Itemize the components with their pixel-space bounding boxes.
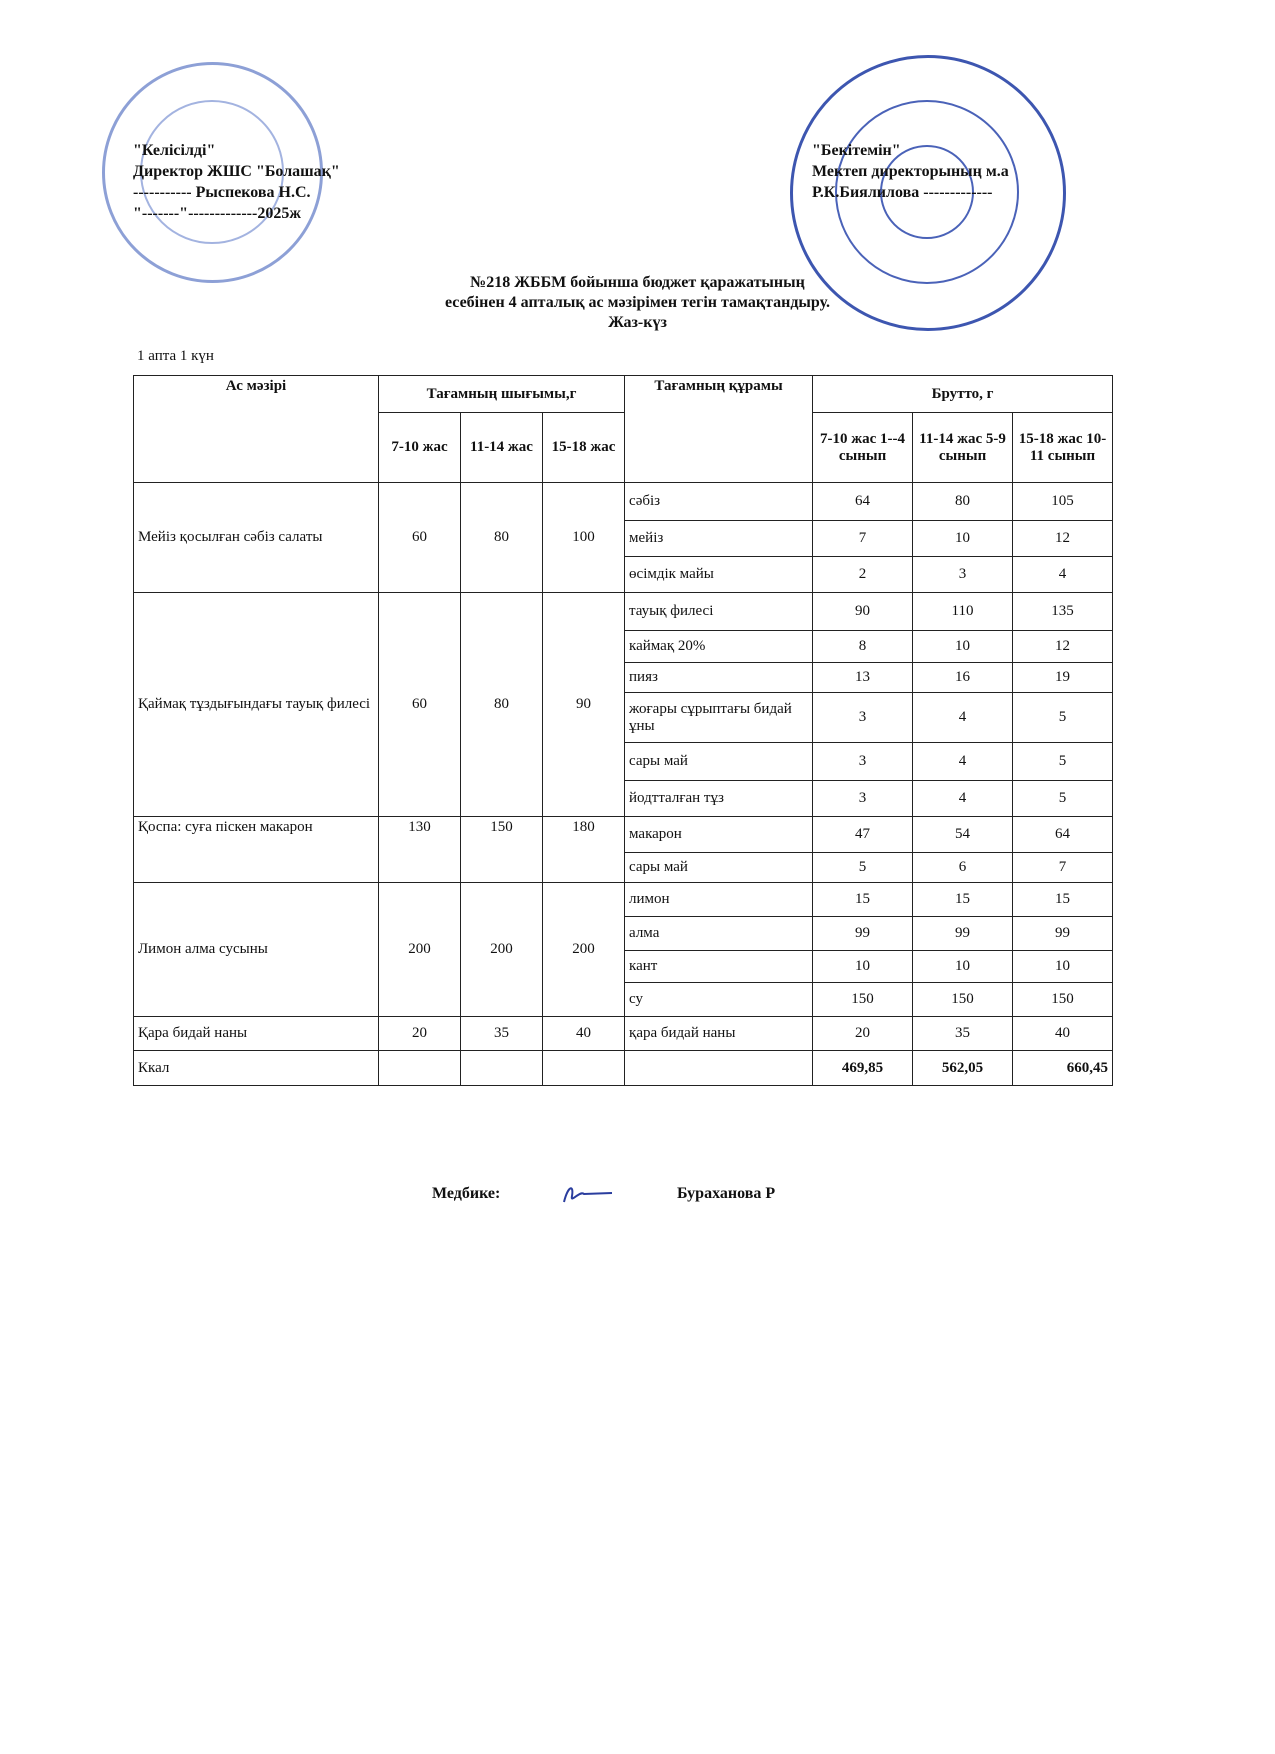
kcal-empty-cell: [379, 1051, 461, 1086]
brutto-7-10: 5: [813, 853, 913, 883]
header-menu: Ас мәзірі: [134, 376, 379, 483]
kcal-11-14: 562,05: [913, 1051, 1013, 1086]
brutto-11-14: 80: [913, 483, 1013, 521]
brutto-15-18: 64: [1013, 817, 1113, 853]
approval-right-line1: "Бекітемін": [812, 142, 901, 159]
brutto-15-18: 10: [1013, 951, 1113, 983]
dish-output-7-10: 130: [379, 817, 461, 883]
header-output: Тағамның шығымы,г: [379, 376, 625, 413]
dish-output-11-14: 200: [461, 883, 543, 1017]
dish-output-15-18: 90: [543, 593, 625, 817]
ingredient-name: кант: [625, 951, 813, 983]
brutto-7-10: 3: [813, 743, 913, 781]
kcal-empty-cell: [461, 1051, 543, 1086]
kcal-15-18: 660,45: [1013, 1051, 1113, 1086]
dish-name: Қоспа: суға піскен макарон: [134, 817, 379, 883]
dish-output-11-14: 35: [461, 1017, 543, 1051]
kcal-7-10: 469,85: [813, 1051, 913, 1086]
ingredient-name: макарон: [625, 817, 813, 853]
brutto-11-14: 10: [913, 951, 1013, 983]
brutto-15-18: 105: [1013, 483, 1113, 521]
brutto-7-10: 15: [813, 883, 913, 917]
brutto-7-10: 90: [813, 593, 913, 631]
brutto-11-14: 4: [913, 781, 1013, 817]
ingredient-name: алма: [625, 917, 813, 951]
kcal-empty-cell: [625, 1051, 813, 1086]
approval-left-line3: ----------- Рыспекова Н.С.: [133, 184, 311, 201]
handwritten-signature-mark: [560, 1182, 615, 1206]
brutto-15-18: 5: [1013, 693, 1113, 743]
ingredient-name: қара бидай наны: [625, 1017, 813, 1051]
ingredient-name: су: [625, 983, 813, 1017]
ingredient-name: сәбіз: [625, 483, 813, 521]
ingredient-name: пияз: [625, 663, 813, 693]
brutto-7-10: 13: [813, 663, 913, 693]
brutto-7-10: 20: [813, 1017, 913, 1051]
dish-name: Мейіз қосылған сәбіз салаты: [134, 483, 379, 593]
title-line2: есебінен 4 апталық ас мәзірімен тегін тамақтандыру.: [444, 294, 830, 311]
brutto-11-14: 4: [913, 693, 1013, 743]
title-line3: Жаз-күз: [608, 314, 667, 331]
header-brutto-11-14: 11-14 жас 5-9 сынып: [913, 413, 1013, 483]
ingredient-name: каймақ 20%: [625, 631, 813, 663]
ingredient-name: мейіз: [625, 521, 813, 557]
brutto-7-10: 150: [813, 983, 913, 1017]
title-line1: №218 ЖББМ бойынша бюджет қаражатының: [470, 274, 805, 291]
ingredient-name: сары май: [625, 853, 813, 883]
dish-output-11-14: 150: [461, 817, 543, 883]
ingredient-name: өсімдік майы: [625, 557, 813, 593]
brutto-11-14: 3: [913, 557, 1013, 593]
brutto-15-18: 7: [1013, 853, 1113, 883]
header-brutto-7-10: 7-10 жас 1--4 сынып: [813, 413, 913, 483]
brutto-7-10: 7: [813, 521, 913, 557]
approval-right: [812, 140, 1009, 203]
nurse-name: Бураханова Р: [677, 1185, 776, 1202]
kcal-label: Ккал: [134, 1051, 379, 1086]
ingredient-name: тауық филесі: [625, 593, 813, 631]
dish-output-15-18: 180: [543, 817, 625, 883]
approval-right-line3: Р.К.Биялилова -------------: [812, 184, 993, 201]
ingredient-name: сары май: [625, 743, 813, 781]
brutto-7-10: 3: [813, 781, 913, 817]
dish-output-11-14: 80: [461, 483, 543, 593]
header-age-11-14: 11-14 жас: [461, 413, 543, 483]
brutto-7-10: 47: [813, 817, 913, 853]
brutto-15-18: 15: [1013, 883, 1113, 917]
header-age-15-18: 15-18 жас: [543, 413, 625, 483]
brutto-15-18: 5: [1013, 781, 1113, 817]
dish-output-7-10: 60: [379, 483, 461, 593]
brutto-11-14: 4: [913, 743, 1013, 781]
brutto-7-10: 64: [813, 483, 913, 521]
dish-output-7-10: 20: [379, 1017, 461, 1051]
dish-name: Қаймақ тұздығындағы тауық филесі: [134, 593, 379, 817]
brutto-7-10: 99: [813, 917, 913, 951]
approval-left-line2: Директор ЖШС "Болашақ": [133, 163, 340, 180]
nurse-signature-block: [432, 1185, 776, 1203]
brutto-15-18: 12: [1013, 521, 1113, 557]
brutto-15-18: 150: [1013, 983, 1113, 1017]
brutto-7-10: 3: [813, 693, 913, 743]
nurse-label: Медбике:: [432, 1185, 501, 1202]
dish-output-15-18: 200: [543, 883, 625, 1017]
brutto-11-14: 15: [913, 883, 1013, 917]
header-brutto-15-18: 15-18 жас 10-11 сынып: [1013, 413, 1113, 483]
brutto-15-18: 12: [1013, 631, 1113, 663]
ingredient-name: йодтталған тұз: [625, 781, 813, 817]
brutto-7-10: 8: [813, 631, 913, 663]
header-brutto: Брутто, г: [813, 376, 1113, 413]
dish-output-7-10: 200: [379, 883, 461, 1017]
brutto-7-10: 2: [813, 557, 913, 593]
header-composition: Тағамның құрамы: [625, 376, 813, 483]
brutto-11-14: 54: [913, 817, 1013, 853]
brutto-11-14: 35: [913, 1017, 1013, 1051]
brutto-11-14: 10: [913, 631, 1013, 663]
approval-left-line1: "Келісілді": [133, 142, 216, 159]
approval-left: [133, 140, 340, 224]
approval-right-line2: Мектеп директорының м.а: [812, 163, 1009, 180]
brutto-11-14: 16: [913, 663, 1013, 693]
week-day-label: 1 апта 1 күн: [137, 348, 214, 364]
brutto-11-14: 110: [913, 593, 1013, 631]
brutto-15-18: 99: [1013, 917, 1113, 951]
brutto-15-18: 40: [1013, 1017, 1113, 1051]
brutto-15-18: 4: [1013, 557, 1113, 593]
brutto-15-18: 19: [1013, 663, 1113, 693]
kcal-empty-cell: [543, 1051, 625, 1086]
brutto-15-18: 135: [1013, 593, 1113, 631]
dish-output-11-14: 80: [461, 593, 543, 817]
dish-output-7-10: 60: [379, 593, 461, 817]
dish-name: Лимон алма сусыны: [134, 883, 379, 1017]
brutto-7-10: 10: [813, 951, 913, 983]
document-title: [0, 273, 1275, 333]
header-age-7-10: 7-10 жас: [379, 413, 461, 483]
brutto-11-14: 10: [913, 521, 1013, 557]
brutto-11-14: 6: [913, 853, 1013, 883]
brutto-11-14: 150: [913, 983, 1013, 1017]
approval-left-line4: "-------"-------------2025ж: [133, 205, 301, 222]
ingredient-name: лимон: [625, 883, 813, 917]
brutto-15-18: 5: [1013, 743, 1113, 781]
dish-output-15-18: 40: [543, 1017, 625, 1051]
ingredient-name: жоғары сұрыптағы бидай ұны: [625, 693, 813, 743]
dish-output-15-18: 100: [543, 483, 625, 593]
brutto-11-14: 99: [913, 917, 1013, 951]
dish-name: Қара бидай наны: [134, 1017, 379, 1051]
menu-table: [133, 375, 1113, 1086]
